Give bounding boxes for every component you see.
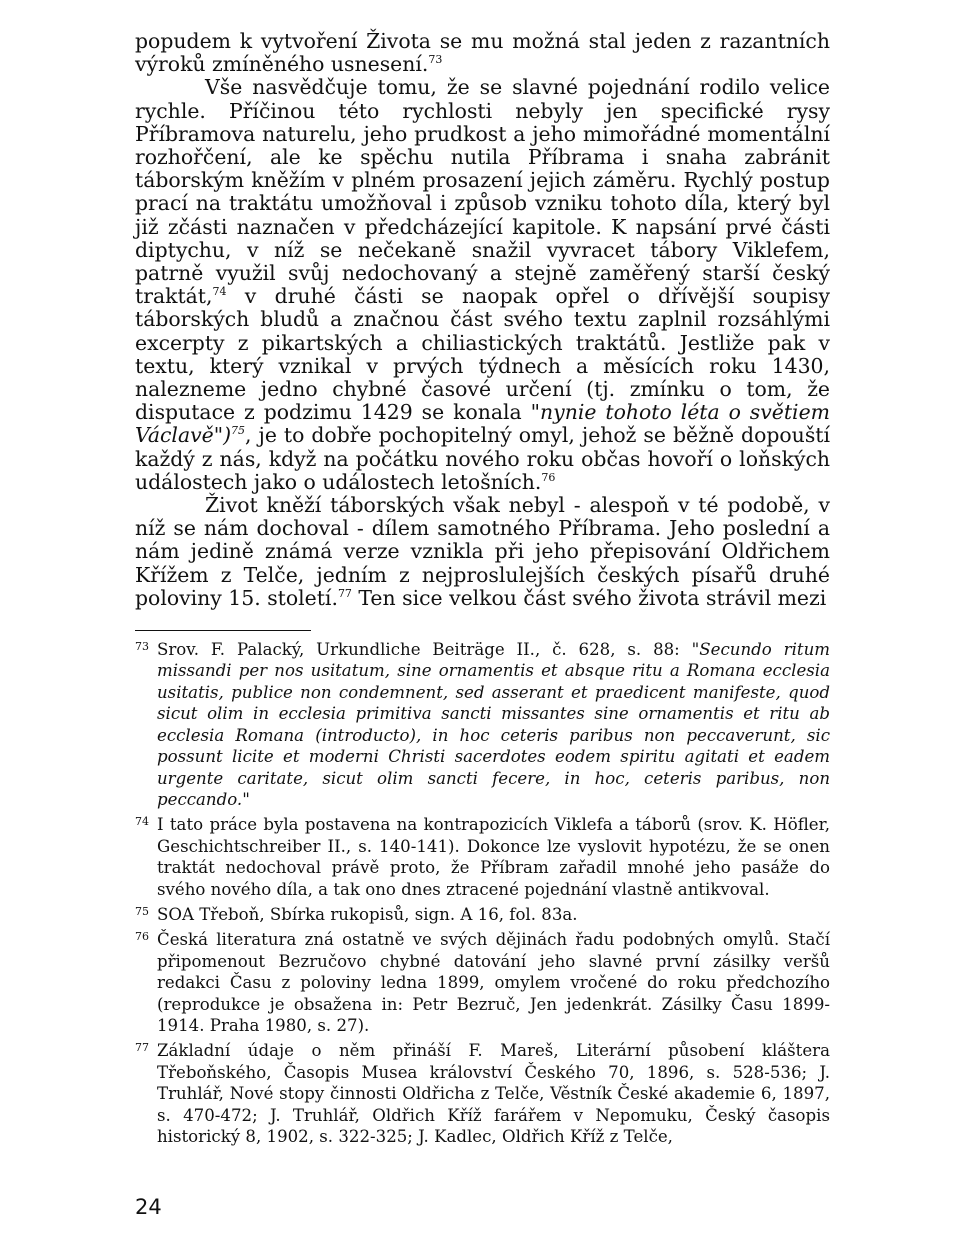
footnote-text: I tato práce byla postavena na kontrapozicích Viklefa a táborů (srov. K. Höfler, Geschichtschreiber II., s. 140-141). Dokonce lze vyslovit hypotézu, že se onen traktát nedochoval právě proto, že Příbram zařadil mnohé jeho pasáže do svého nového díla, a tak ono dnes ztracené pojednání vlastně antikvoval. [157, 815, 830, 899]
page [135, 30, 830, 1151]
footnote-text: Česká literatura zná ostatně ve svých dějinách řadu podobných omylů. Stačí připomenout Bezručovo chybné datování jeho slavné první zásilky veršů redakci Času z poloviny ledna 1899, omylem vročené do roku předchozího (reprodukce je obsažena in: Petr Bezruč, Jen jedenkrát. Zásilky Času 1899-1914. Praha 1980, s. 27). [157, 930, 830, 1035]
footnote-76 [135, 929, 830, 1036]
footnote-text [157, 639, 830, 810]
body-text [135, 30, 830, 610]
paragraph-3 [135, 494, 830, 610]
footnote-77 [135, 1040, 830, 1147]
footnote-ref-73[interactable]: 73 [428, 53, 443, 67]
footnote-ref-74[interactable]: 74 [212, 285, 227, 299]
footnote-ref-76[interactable]: 76 [541, 471, 556, 485]
footnotes [135, 639, 830, 1147]
footnote-number: 77 [135, 1041, 149, 1055]
paragraph-2-text-a: Vše nasvědčuje tomu, že se slavné pojednání rodilo velice rychle. Příčinou této rychlosti nebyly jen specifické rysy Příbramova naturelu, jeho prudkost a jeho mimořádné momentální rozhořčení, ale ke spěchu nutila Příbrama i snaha zabránit táborským kněžím v plném prosazení jejich záměru. Rychlý postup prací na traktátu umožňoval i způsob vzniku tohoto díla, který byl již zčásti naznačen v předcházející kapitole. K napsání prvé části diptychu, v níž se nečekaně snažil vyvracet tábory Viklefem, patrně využil svůj nedochovaný a stejně zaměřený starší český traktát, [135, 75, 830, 309]
paragraph-3-tail: Ten sice velkou část svého života strávil mezi [351, 585, 827, 610]
footnote-number: 73 [135, 640, 149, 654]
paragraph-1-text: popudem k vytvoření Života se mu možná stal jeden z razantních výroků zmíněného usnesení. [135, 29, 830, 77]
paragraph-3-text: Život kněží táborských však nebyl - alespoň v té podobě, v níž se nám dochoval - dílem samotného Příbrama. Jeho poslední a nám jedině známá verze vznikla při jeho přepisování Oldřichem Křížem z Telče, jedním z nejproslulejších českých písařů druhé poloviny 15. století. [135, 493, 830, 610]
footnote-74 [135, 814, 830, 900]
footnote-ref-77[interactable]: 77 [337, 587, 352, 601]
paragraph-1 [135, 30, 830, 76]
footnote-75 [135, 904, 830, 925]
footnote-number: 74 [135, 815, 149, 829]
footnote-text: SOA Třeboň, Sbírka rukopisů, sign. A 16, fol. 83a. [157, 904, 578, 924]
footnote-73-citation: Srov. F. Palacký, Urkundliche Beiträge II., č. 628, s. 88: [157, 640, 692, 660]
footnote-ref-75[interactable]: 75 [231, 424, 246, 438]
paragraph-2-text-c: , je to dobře pochopitelný omyl, jehož se běžně dopouští každý z nás, když na počátku nového roku občas hovoří o loňských událostech jako o událostech letošních. [135, 423, 830, 494]
footnote-73-quote: "Secundo ritum missandi per nos usitatum, sine ornamentis et absque ritu a Romana ecclesia usitatis, publice non condemnent, sed asserant et praedicent manifeste, quod sicut olim in ecclesia primitiva sancti missantes sine ornamentis et ritu ab ecclesia Romana (introducto), in hoc ceteris paribus non peccaverunt, sic possunt licite et moderni Christi sacerdotes eodem spiritu agitati et eadem urgente caritate, sicut olim sancti fecere, in hoc, ceteris paribus, non peccando." [157, 640, 830, 809]
footnote-separator [135, 630, 311, 631]
page-number: 24 [135, 1195, 162, 1219]
paragraph-2-quote: "nynie tohoto léta o světiem Václavě") [135, 400, 830, 448]
footnote-number: 75 [135, 904, 149, 918]
footnote-73 [135, 639, 830, 810]
paragraph-2 [135, 76, 830, 494]
footnote-number: 76 [135, 930, 149, 944]
paragraph-2-text-b: v druhé části se naopak opřel o dřívější soupisy táborských bludů a značnou část svého textu zaplnil rozsáhlými excerpty z pikartských a chiliastických traktátů. Jestliže pak v textu, který vznikal v prvých týdnech a měsících roku 1430, nalezneme jedno chybné časové určení (tj. zmínku o tom, že disputace z podzimu 1429 se konala [135, 284, 830, 425]
footnote-text: Základní údaje o něm přináší F. Mareš, Literární působení kláštera Třeboňského, Časopis Musea království Českého 70, 1896, s. 528-536; J. Truhlář, Nové stopy činnosti Oldřicha z Telče, Věstník České akademie 6, 1897, s. 470-472; J. Truhlář, Oldřich Kříž farářem v Nepomuku, Český časopis historický 8, 1902, s. 322-325; J. Kadlec, Oldřich Kříž z Telče, [157, 1041, 830, 1147]
